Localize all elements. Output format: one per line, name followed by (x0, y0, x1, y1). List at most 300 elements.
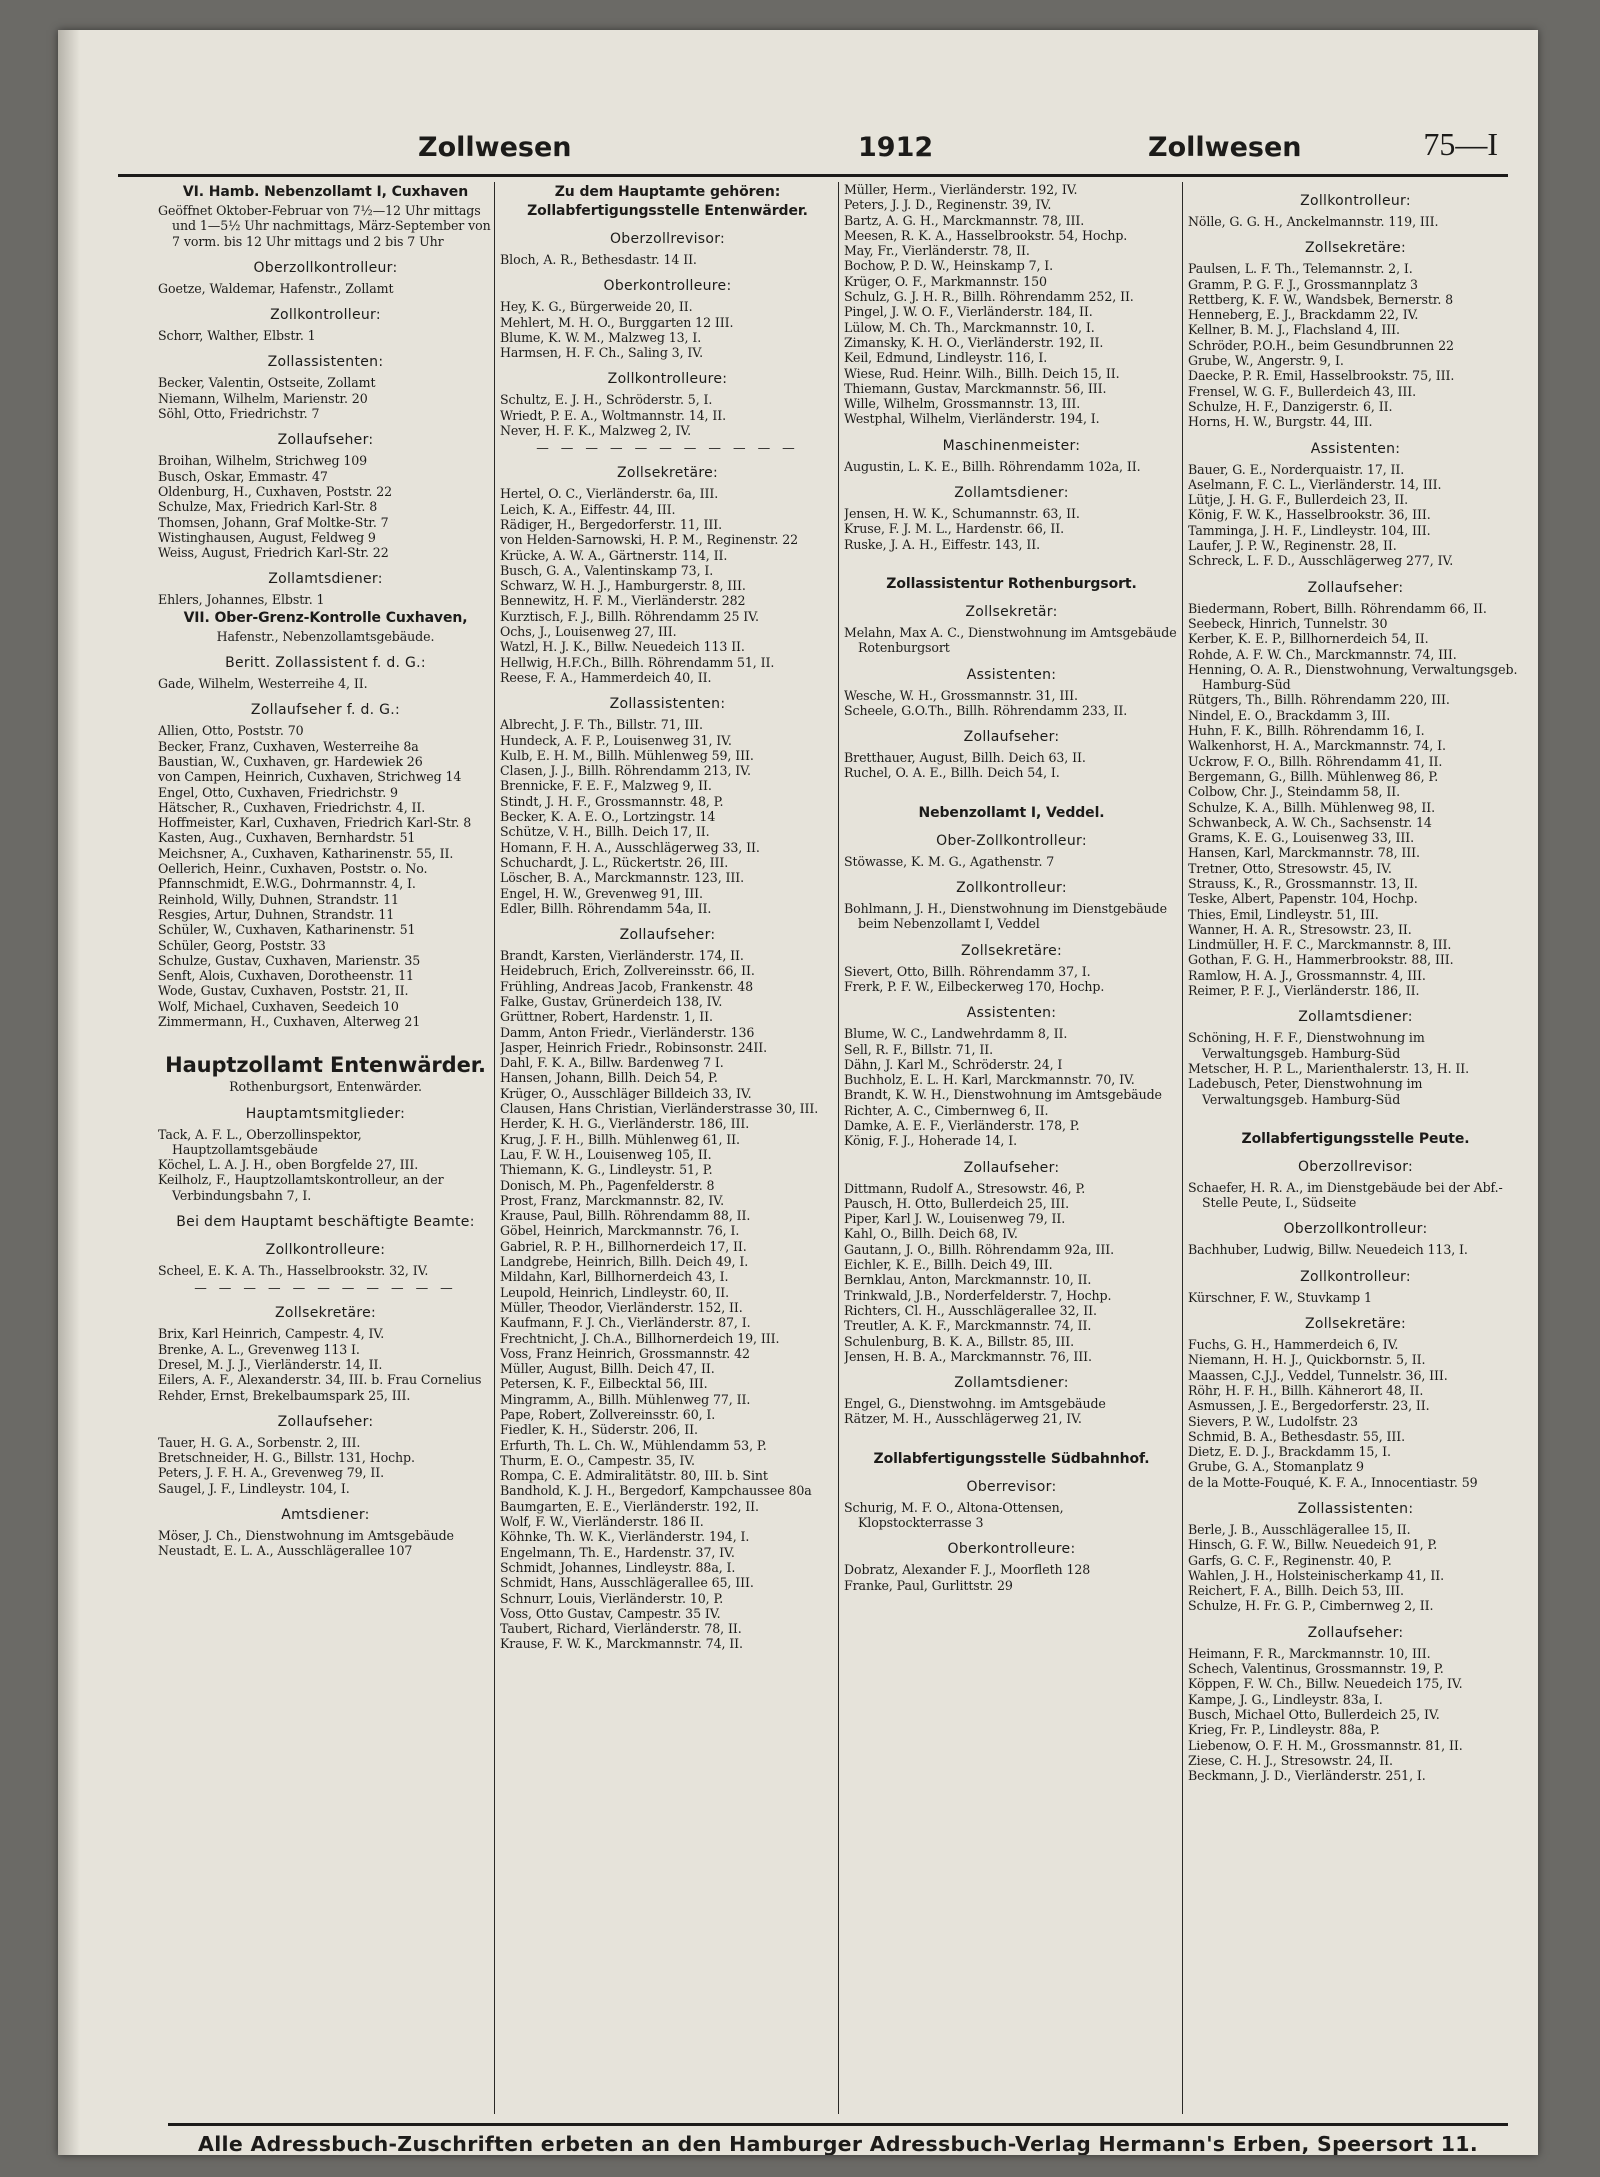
directory-entry: Krause, Paul, Billh. Röhrendamm 88, II. (500, 1208, 751, 1224)
group-heading: Assistenten: (1310, 440, 1401, 457)
group-heading: Oberzollkontrolleur: (253, 259, 398, 276)
directory-entry: Leich, K. A., Eiffestr. 44, III. (500, 501, 676, 517)
directory-entry: Becker, K. A. E. O., Lortzingstr. 14 (500, 809, 716, 825)
directory-entry: Reichert, F. A., Billh. Deich 53, III. (1188, 1583, 1404, 1599)
header-section-left: Zollwesen (418, 132, 572, 163)
directory-entry: Krieg, Fr. P., Lindleystr. 88a, P. (1188, 1722, 1380, 1738)
group-heading: Oberzollkontrolleur: (1283, 1221, 1428, 1238)
directory-entry: Jensen, H. B. A., Marckmannstr. 76, III. (844, 1348, 1092, 1364)
directory-entry: Dietz, E. D. J., Brackdamm 15, I. (1188, 1444, 1391, 1460)
directory-entry: Thiemann, K. G., Lindleystr. 51, P. (500, 1162, 713, 1178)
directory-entry: Engel, Otto, Cuxhaven, Friedrichstr. 9 (158, 784, 398, 800)
directory-entry: Krug, J. F. H., Billh. Mühlenweg 61, II. (500, 1131, 740, 1147)
section-title: VII. Ober-Grenz-Kontrolle Cuxhaven, (183, 609, 468, 626)
column-4 (1188, 182, 1523, 2114)
directory-entry: Falke, Gustav, Grünerdeich 138, IV. (500, 993, 723, 1009)
directory-entry: Schulze, K. A., Billh. Mühlenweg 98, II. (1188, 799, 1435, 815)
directory-entry: Schütze, V. H., Billh. Deich 17, II. (500, 824, 710, 840)
group-heading: Oberzollrevisor: (609, 231, 726, 247)
directory-entry: Brenke, A. L., Grevenweg 113 I. (158, 1341, 360, 1357)
directory-entry: Melahn, Max A. C., Dienstwohnung im Amtsgebäude Rotenburgsort (844, 624, 1177, 656)
directory-entry: Bernklau, Anton, Marckmannstr. 10, II. (844, 1272, 1092, 1288)
directory-entry: Meichsner, A., Cuxhaven, Katharinenstr. 55, II. (158, 845, 454, 861)
group-heading: Zollaufseher f. d. G.: (250, 702, 401, 719)
directory-entry: Damke, A. E. F., Vierländerstr. 178, P. (844, 1117, 1080, 1133)
directory-entry: Schurig, M. F. O., Altona-Ottensen, Klopstockterrasse 3 (844, 1499, 1064, 1531)
directory-entry: Resgies, Artur, Duhnen, Strandstr. 11 (158, 906, 395, 922)
directory-entry: Sell, R. F., Billstr. 71, II. (844, 1041, 994, 1057)
group-heading: Zollassistenten: (609, 696, 726, 713)
directory-entry: Frerk, P. F. W., Eilbeckerweg 170, Hochp. (844, 978, 1105, 994)
directory-entry: Meesen, R. K. A., Hasselbrookstr. 54, Hochp. (844, 227, 1128, 243)
directory-entry: Augustin, L. K. E., Billh. Röhrendamm 102a, II. (844, 458, 1141, 474)
directory-entry: Henning, O. A. R., Dienstwohnung, Verwaltungsgeb. Hamburg-Süd (1188, 661, 1518, 693)
directory-entry: Lau, F. W. H., Louisenweg 105, II. (500, 1146, 712, 1162)
directory-entry: Lülow, M. Ch. Th., Marckmannstr. 10, I. (844, 319, 1095, 335)
directory-entry: Dahl, F. K. A., Billw. Bardenweg 7 I. (500, 1055, 724, 1071)
directory-entry: Wille, Wilhelm, Grossmannstr. 13, III. (844, 396, 1081, 412)
directory-entry: Bauer, G. E., Norderquaistr. 17, II. (1188, 461, 1405, 477)
directory-entry: Weiss, August, Friedrich Karl-Str. 22 (158, 545, 389, 561)
directory-entry: Bergemann, G., Billh. Mühlenweg 86, P. (1188, 768, 1439, 784)
column-1 (158, 182, 493, 2114)
directory-entry: Pfannschmidt, E.W.G., Dohrmannstr. 4, I. (158, 876, 416, 892)
column-divider (1182, 182, 1183, 2114)
directory-entry: Clasen, J. J., Billh. Röhrendamm 213, IV. (500, 763, 751, 779)
group-heading: Zollsekretäre: (960, 942, 1063, 959)
directory-entry: Landgrebe, Heinrich, Billh. Deich 49, I. (500, 1254, 749, 1270)
directory-entry: Kasten, Aug., Cuxhaven, Bernhardstr. 51 (158, 830, 416, 846)
directory-entry: Pausch, H. Otto, Bullerdeich 25, III. (844, 1195, 1070, 1211)
directory-entry: Homann, F. H. A., Ausschlägerweg 33, II. (500, 839, 760, 855)
directory-entry: Gade, Wilhelm, Westerreihe 4, II. (158, 676, 368, 692)
directory-entry: Krüger, O., Ausschläger Billdeich 33, IV. (500, 1085, 752, 1101)
directory-entry: Keil, Edmund, Lindleystr. 116, I. (844, 350, 1048, 366)
directory-entry: Frensel, W. G. F., Bullerdeich 43, III. (1188, 383, 1417, 399)
directory-entry: Schüler, W., Cuxhaven, Katharinenstr. 51 (158, 922, 416, 938)
directory-entry: Zimmermann, H., Cuxhaven, Alterweg 21 (158, 1013, 421, 1029)
directory-entry: Mingramm, A., Billh. Mühlenweg 77, II. (500, 1391, 751, 1407)
directory-entry: Brix, Karl Heinrich, Campestr. 4, IV. (158, 1326, 385, 1342)
directory-entry: Engel, H. W., Grevenweg 91, III. (500, 885, 703, 901)
directory-entry: Zimansky, K. H. O., Vierländerstr. 192, II. (844, 334, 1104, 350)
directory-entry: Bretthauer, August, Billh. Deich 63, II. (844, 750, 1086, 766)
directory-entry: Seebeck, Hinrich, Tunnelstr. 30 (1188, 615, 1388, 631)
directory-entry: Rettberg, K. F. W., Wandsbek, Bernerstr. 8 (1188, 291, 1454, 307)
directory-entry: Schuchardt, J. L., Rückertstr. 26, III. (500, 854, 729, 870)
group-heading: Zollassistenten: (1297, 1501, 1414, 1517)
directory-entry: Walkenhorst, H. A., Marckmannstr. 74, I. (1188, 738, 1446, 754)
directory-entry: Stöwasse, K. M. G., Agathenstr. 7 (844, 853, 1055, 869)
directory-entry: Scheele, G.O.Th., Billh. Röhrendamm 233, II. (844, 702, 1128, 718)
directory-entry: Goetze, Waldemar, Hafenstr., Zollamt (158, 280, 394, 296)
directory-entry: Bochow, P. D. W., Heinskamp 7, I. (844, 258, 1054, 274)
group-heading: Zollassistenten: (267, 354, 384, 371)
directory-entry: Frechtnicht, J. Ch.A., Billhornerdeich 19, III. (500, 1330, 780, 1346)
directory-entry: Müller, Theodor, Vierländerstr. 152, II. (500, 1299, 743, 1315)
directory-entry: Geöffnet Oktober-Februar von 7½—12 Uhr mittags und 1—5½ Uhr nachmittags, März-September von 7 vorm. bis 12 Uhr mittags und 2 bis 7 Uhr (158, 203, 491, 249)
directory-entry: Schwanbeck, A. W. Ch., Sachsenstr. 14 (1188, 814, 1432, 830)
directory-entry: Röhr, H. F. H., Billh. Kähnerort 48, II. (1188, 1382, 1424, 1398)
directory-entry: Reinhold, Willy, Duhnen, Strandstr. 11 (158, 891, 399, 907)
directory-entry: Gabriel, R. P. H., Billhornerdeich 17, II. (500, 1238, 747, 1254)
group-heading: Maschinenmeister: (942, 437, 1081, 454)
directory-entry: Thomsen, Johann, Graf Moltke-Str. 7 (158, 514, 389, 530)
directory-entry: Paulsen, L. F. Th., Telemannstr. 2, I. (1188, 261, 1413, 277)
directory-entry: Scheel, E. K. A. Th., Hasselbrookstr. 32, IV. (158, 1263, 429, 1279)
directory-entry: Rätzer, M. H., Ausschlägerweg 21, IV. (844, 1411, 1082, 1427)
directory-entry: Köppen, F. W. Ch., Billw. Neuedeich 175, IV. (1188, 1676, 1463, 1692)
directory-entry: Becker, Franz, Cuxhaven, Westerreihe 8a (158, 738, 419, 754)
directory-entry: Schreck, L. F. D., Ausschlägerweg 277, IV. (1188, 553, 1454, 569)
group-heading: Zollaufseher: (963, 729, 1060, 746)
directory-entry: Becker, Valentin, Ostseite, Zollamt (158, 375, 376, 391)
group-heading: Zollaufseher: (277, 1413, 374, 1430)
group-heading: Bei dem Hauptamt beschäftigte Beamte: (176, 1214, 475, 1231)
directory-entry: Schulze, Gustav, Cuxhaven, Marienstr. 35 (158, 952, 421, 968)
directory-entry: Harmsen, H. F. Ch., Saling 3, IV. (500, 345, 703, 361)
directory-entry: Trinkwald, J.B., Norderfelderstr. 7, Hochp. (844, 1287, 1112, 1303)
directory-entry: Möser, J. Ch., Dienstwohnung im Amtsgebäude (158, 1528, 454, 1544)
directory-entry: Westphal, Wilhelm, Vierländerstr. 194, I. (844, 411, 1100, 427)
section-title: Hauptzollamt Entenwärder. (165, 1053, 486, 1078)
directory-entry: Müller, Herm., Vierländerstr. 192, IV. (844, 182, 1078, 197)
column-divider (494, 182, 495, 2114)
directory-entry: Schmidt, Hans, Ausschlägerallee 65, III. (500, 1575, 754, 1591)
directory-entry: Laufer, J. P. W., Reginenstr. 28, II. (1188, 538, 1397, 554)
group-heading: Zollaufseher: (1307, 579, 1404, 596)
directory-entry: Wanner, H. A. R., Stresowstr. 23, II. (1188, 921, 1412, 937)
directory-entry: Müller, August, Billh. Deich 47, II. (500, 1361, 715, 1377)
directory-entry: Dähn, J. Karl M., Schröderstr. 24, I (844, 1056, 1063, 1072)
directory-entry: Franke, Paul, Gurlittstr. 29 (844, 1577, 1013, 1593)
directory-entry: Fuchs, G. H., Hammerdeich 6, IV. (1188, 1337, 1399, 1353)
directory-entry: Berle, J. B., Ausschlägerallee 15, II. (1188, 1522, 1411, 1537)
directory-entry: Donisch, M. Ph., Pagenfelderstr. 8 (500, 1177, 715, 1193)
directory-entry: Ziese, C. H. J., Stresowstr. 24, II. (1188, 1752, 1393, 1768)
directory-entry: Damm, Anton Friedr., Vierländerstr. 136 (500, 1024, 755, 1040)
directory-entry: Hellwig, H.F.Ch., Billh. Röhrendamm 51, II. (500, 654, 775, 670)
directory-entry: Ruske, J. A. H., Eiffestr. 143, II. (844, 536, 1040, 552)
page-header (118, 122, 1508, 177)
directory-entry: Lütje, J. H. G. F., Bullerdeich 23, II. (1188, 492, 1409, 508)
directory-entry: Kulb, E. H. M., Billh. Mühlenweg 59, III. (500, 747, 754, 763)
directory-entry: Schech, Valentinus, Grossmannstr. 19, P. (1188, 1661, 1444, 1677)
section-title: Zollabfertigungsstelle Entenwärder. (527, 203, 808, 219)
directory-entry: Grüttner, Robert, Hardenstr. 1, II. (500, 1009, 713, 1025)
directory-entry: Horns, H. W., Burgstr. 44, III. (1188, 414, 1373, 430)
group-heading: Oberkontrolleure: (947, 1541, 1076, 1558)
directory-entry: Schnurr, Louis, Vierländerstr. 10, P. (500, 1590, 724, 1606)
directory-entry: Aselmann, F. C. L., Vierländerstr. 14, III. (1188, 476, 1442, 492)
directory-entry: Albrecht, J. F. Th., Billstr. 71, III. (500, 717, 703, 733)
directory-entry: Hoffmeister, Karl, Cuxhaven, Friedrich Karl-Str. 8 (158, 815, 472, 831)
directory-entry: Schultz, E. J. H., Schröderstr. 5, I. (500, 392, 713, 408)
directory-entry: Clausen, Hans Christian, Vierländerstrasse 30, III. (500, 1101, 819, 1117)
directory-entry: König, F. W. K., Hasselbrookstr. 36, III. (1188, 507, 1431, 523)
group-heading: Hauptamtsmitglieder: (245, 1105, 406, 1122)
group-heading: Zollamtsdiener: (1298, 1009, 1413, 1026)
directory-entry: Rompa, C. E. Admiralitätstr. 80, III. b. Sint (500, 1468, 768, 1484)
group-heading: Zollsekretär: (965, 603, 1058, 620)
note-line: Hafenstr., Nebenzollamtsgebäude. (216, 628, 435, 644)
group-heading: Zollamtsdiener: (954, 1375, 1069, 1392)
directory-entry: Kerber, K. E. P., Billhornerdeich 54, II. (1188, 631, 1429, 647)
directory-entry: Bloch, A. R., Bethesdastr. 14 II. (500, 252, 697, 267)
directory-entry: Herder, K. H. G., Vierländerstr. 186, III. (500, 1116, 750, 1132)
directory-entry: de la Motte-Fouqué, K. F. A., Innocentiastr. 59 (1188, 1474, 1478, 1490)
directory-entry: Hätscher, R., Cuxhaven, Friedrichstr. 4, II. (158, 799, 426, 815)
directory-entry: Bartz, A. G. H., Marckmannstr. 78, III. (844, 212, 1085, 228)
directory-entry: Biedermann, Robert, Billh. Röhrendamm 66, II. (1188, 600, 1487, 616)
section-title: VI. Hamb. Nebenzollamt I, Cuxhaven (182, 184, 469, 200)
directory-entry: Dobratz, Alexander F. J., Moorfleth 128 (844, 1562, 1091, 1578)
directory-entry: Schorr, Walther, Elbstr. 1 (158, 328, 316, 344)
directory-entry: Pape, Robert, Zollvereinsstr. 60, I. (500, 1407, 716, 1422)
directory-entry: Eilers, A. F., Alexanderstr. 34, III. b. Frau Cornelius (158, 1372, 482, 1388)
directory-entry: Piper, Karl J. W., Louisenweg 79, II. (844, 1211, 1066, 1227)
directory-entry: Pingel, J. W. O. F., Vierländerstr. 184, II. (844, 304, 1093, 320)
directory-entry: Niemann, Wilhelm, Marienstr. 20 (158, 390, 368, 406)
directory-entry: Nindel, E. O., Brackdamm 3, III. (1188, 707, 1391, 723)
directory-entry: Göbel, Heinrich, Marckmannstr. 76, I. (500, 1223, 740, 1239)
directory-entry: Wistinghausen, August, Feldweg 9 (158, 529, 376, 545)
directory-entry: Dittmann, Rudolf A., Stresowstr. 46, P. (844, 1180, 1086, 1196)
column-2 (500, 182, 835, 2114)
group-heading: Zollsekretäre: (274, 1305, 377, 1322)
directory-entry: Sievers, P. W., Ludolfstr. 23 (1188, 1413, 1358, 1429)
directory-entry: Rehder, Ernst, Brekelbaumspark 25, III. (158, 1387, 411, 1403)
directory-entry: Mehlert, M. H. O., Burggarten 12 III. (500, 314, 734, 330)
directory-entry: Busch, Oskar, Emmastr. 47 (158, 468, 328, 484)
directory-entry: Gramm, P. G. F. J., Grossmannplatz 3 (1188, 276, 1418, 292)
directory-entry: Bachhuber, Ludwig, Billw. Neuedeich 113, I. (1188, 1242, 1468, 1258)
directory-entry: Baumgarten, E. E., Vierländerstr. 192, II. (500, 1498, 759, 1514)
directory-entry: Löscher, B. A., Marckmannstr. 123, III. (500, 870, 745, 886)
directory-entry: Hey, K. G., Bürgerweide 20, II. (500, 299, 693, 315)
group-heading: Assistenten: (966, 666, 1057, 683)
group-heading: Ober-Zollkontrolleur: (936, 832, 1087, 849)
directory-entry: Wolf, Michael, Cuxhaven, Seedeich 10 (158, 998, 399, 1014)
directory-entry: Peters, J. J. D., Reginenstr. 39, IV. (844, 197, 1052, 213)
directory-entry: Grube, W., Angerstr. 9, I. (1188, 353, 1344, 369)
header-section-right: Zollwesen (1148, 132, 1302, 163)
directory-entry: Schaefer, H. R. A., im Dienstgebäude bei der Abf.-Stelle Peute, I., Südseite (1188, 1179, 1503, 1211)
group-heading: Zollkontrolleur: (1300, 193, 1411, 209)
directory-entry: Heidebruch, Erich, Zollvereinsstr. 66, II. (500, 963, 755, 979)
section-title: Zollassistentur Rothenburgsort. (886, 575, 1137, 592)
directory-entry: Bennewitz, H. F. M., Vierländerstr. 282 (500, 593, 746, 609)
group-heading: Zollaufseher: (1307, 1624, 1404, 1641)
group-heading: Zollsekretäre: (616, 465, 719, 482)
spacer (844, 552, 1179, 574)
directory-entry: Voss, Franz Heinrich, Grossmannstr. 42 (500, 1345, 750, 1361)
directory-entry: Fiedler, K. H., Süderstr. 206, II. (500, 1422, 698, 1438)
directory-entry: Watzl, H. J. K., Billw. Neuedeich 113 II. (500, 639, 745, 655)
directory-entry: Strauss, K., R., Grossmannstr. 13, II. (1188, 875, 1418, 891)
directory-entry: Maassen, C.J.J., Veddel, Tunnelstr. 36, III. (1188, 1367, 1448, 1383)
spacer (1188, 1107, 1523, 1129)
directory-entry: Kampe, J. G., Lindleystr. 83a, I. (1188, 1691, 1383, 1707)
directory-entry: Busch, Michael Otto, Bullerdeich 25, IV. (1188, 1706, 1440, 1722)
directory-entry: Oldenburg, H., Cuxhaven, Poststr. 22 (158, 483, 393, 499)
directory-entry: Rütgers, Th., Billh. Röhrendamm 220, III. (1188, 692, 1450, 708)
note-line: Rothenburgsort, Entenwärder. (229, 1079, 422, 1095)
group-heading: Zollkontrolleure: (265, 1242, 386, 1259)
directory-entry: Erfurth, Th. L. Ch. W., Mühlendamm 53, P. (500, 1437, 767, 1453)
spacer (844, 1427, 1179, 1449)
publisher-footer: Alle Adressbuch-Zuschriften erbeten an den Hamburger Adressbuch-Verlag Hermann's Erben, Speersort 11. (168, 2123, 1508, 2155)
directory-entry: Grube, G. A., Stomanplatz 9 (1188, 1459, 1364, 1475)
directory-entry: Teske, Albert, Papenstr. 104, Hochp. (1188, 891, 1418, 907)
directory-entry: Reimer, P. F. J., Vierländerstr. 186, II. (1188, 983, 1420, 999)
group-heading: Zollkontrolleure: (607, 371, 728, 388)
directory-entry: Prost, Franz, Marckmannstr. 82, IV. (500, 1192, 724, 1208)
directory-entry: Hansen, Johann, Billh. Deich 54, P. (500, 1070, 718, 1086)
directory-entry: Sievert, Otto, Billh. Röhrendamm 37, I. (844, 963, 1091, 979)
directory-entry: Dresel, M. J. J., Vierländerstr. 14, II. (158, 1356, 383, 1372)
directory-entry: Wolf, F. W., Vierländerstr. 186 II. (500, 1514, 704, 1530)
group-heading: Zollkontrolleur: (1300, 1268, 1411, 1285)
directory-entry: Edler, Billh. Röhrendamm 54a, II. (500, 900, 712, 916)
directory-entry: Engelmann, Th. E., Hardenstr. 37, IV. (500, 1544, 735, 1560)
directory-page (58, 30, 1538, 2155)
directory-entry: Köhnke, Th. W. K., Vierländerstr. 194, I. (500, 1529, 750, 1545)
directory-entry: Leupold, Heinrich, Lindleystr. 60, II. (500, 1284, 729, 1300)
group-heading: Zollaufseher: (619, 927, 716, 944)
directory-entry: Jasper, Heinrich Friedr., Robinsonstr. 24II. (500, 1039, 768, 1055)
directory-entry: Lindmüller, H. F. C., Marckmannstr. 8, III. (1188, 937, 1452, 953)
directory-entry: Bohlmann, J. H., Dienstwohnung im Dienstgebäude beim Nebenzollamt I, Veddel (844, 901, 1168, 932)
directory-entry: Hertel, O. C., Vierländerstr. 6a, III. (500, 486, 719, 502)
directory-entry: Ehlers, Johannes, Elbstr. 1 (158, 592, 325, 608)
directory-entry: Heimann, F. R., Marckmannstr. 10, III. (1188, 1645, 1431, 1661)
directory-entry: Krause, F. W. K., Marckmannstr. 74, II. (500, 1636, 743, 1652)
directory-entry: Garfs, G. C. F., Reginenstr. 40, P. (1188, 1552, 1392, 1568)
directory-entry: Liebenow, O. F. H. M., Grossmannstr. 81, II. (1188, 1737, 1463, 1753)
directory-entry: Beckmann, J. D., Vierländerstr. 251, I. (1188, 1768, 1426, 1784)
directory-entry: Engel, G., Dienstwohng. im Amtsgebäude (844, 1396, 1106, 1412)
group-heading: Zollsekretäre: (1304, 1316, 1407, 1333)
directory-entry: Bretschneider, H. G., Billstr. 131, Hochp. (158, 1450, 415, 1466)
directory-entry: Gothan, F. G. H., Hammerbrookstr. 88, III. (1188, 952, 1454, 968)
group-heading: Beritt. Zollassistent f. d. G.: (225, 655, 426, 672)
directory-entry: Tauer, H. G. A., Sorbenstr. 2, III. (158, 1434, 361, 1450)
directory-entry: Never, H. F. K., Malzweg 2, IV. (500, 423, 692, 439)
directory-entry: Kurztisch, F. J., Billh. Röhrendamm 25 IV. (500, 608, 759, 624)
spacer (158, 1029, 493, 1051)
directory-entry: Schmidt, Johannes, Lindleystr. 88a, I. (500, 1559, 736, 1575)
directory-entry: Schulz, G. J. H. R., Billh. Röhrendamm 252, II. (844, 289, 1134, 305)
directory-entry: Treutler, A. K. F., Marckmannstr. 74, II. (844, 1318, 1092, 1334)
spacer (844, 781, 1179, 803)
directory-entry: Wriedt, P. E. A., Woltmannstr. 14, II. (500, 407, 727, 423)
group-heading: Amtsdiener: (281, 1507, 370, 1524)
separator-line: — — — — — — — — — — — (536, 440, 799, 456)
directory-entry: Colbow, Chr. J., Steindamm 58, II. (1188, 784, 1400, 800)
directory-entry: May, Fr., Vierländerstr. 78, II. (844, 243, 1030, 259)
directory-entry: Schulenburg, B. K. A., Billstr. 85, III. (844, 1333, 1074, 1349)
group-heading: Zollkontrolleur: (270, 307, 381, 324)
directory-entry: Peters, J. F. H. A., Grevenweg 79, II. (158, 1465, 385, 1481)
section-title: Zu dem Hauptamte gehören: (554, 184, 781, 200)
directory-entry: Hinsch, G. F. W., Billw. Neuedeich 91, P. (1188, 1537, 1438, 1553)
group-heading: Zollsekretäre: (1304, 240, 1407, 257)
directory-entry: Krüger, O. F., Markmannstr. 150 (844, 273, 1047, 289)
page-number: 75—I (1423, 126, 1498, 162)
directory-entry: Thiemann, Gustav, Marckmannstr. 56, III. (844, 380, 1107, 396)
directory-entry: Eichler, K. E., Billh. Deich 49, III. (844, 1257, 1053, 1273)
directory-entry: Kellner, B. M. J., Flachsland 4, III. (1188, 322, 1400, 338)
directory-entry: Krücke, A. W. A., Gärtnerstr. 114, II. (500, 547, 728, 563)
directory-entry: Schwarz, W. H. J., Hamburgerstr. 8, III. (500, 578, 746, 594)
directory-entry: Schulze, H. Fr. G. P., Cimbernweg 2, II. (1188, 1598, 1434, 1614)
directory-entry: Rädiger, H., Bergedorferstr. 11, III. (500, 516, 722, 532)
directory-entry: Saugel, J. F., Lindleystr. 104, I. (158, 1480, 350, 1496)
section-title: Zollabfertigungsstelle Südbahnhof. (873, 1450, 1150, 1467)
directory-entry: Mildahn, Karl, Billhornerdeich 43, I. (500, 1269, 729, 1285)
separator-line: — — — — — — — — — — — (194, 1280, 457, 1296)
group-heading: Oberrevisor: (966, 1478, 1057, 1495)
directory-entry: Neustadt, E. L. A., Ausschlägerallee 107 (158, 1543, 413, 1559)
column-3 (844, 182, 1179, 2114)
directory-entry: Asmussen, J. E., Bergedorferstr. 23, II. (1188, 1398, 1430, 1414)
directory-entry: Ramlow, H. A. J., Grossmannstr. 4, III. (1188, 967, 1426, 983)
directory-entry: Wode, Gustav, Cuxhaven, Poststr. 21, II. (158, 983, 409, 999)
directory-entry: Frühling, Andreas Jacob, Frankenstr. 48 (500, 978, 754, 994)
directory-entry: Ruchel, O. A. E., Billh. Deich 54, I. (844, 765, 1060, 781)
directory-entry: Voss, Otto Gustav, Campestr. 35 IV. (500, 1605, 721, 1621)
directory-entry: Schröder, P.O.H., beim Gesundbrunnen 22 (1188, 337, 1454, 353)
directory-entry: Henneberg, E. J., Brackdamm 22, IV. (1188, 307, 1419, 323)
section-title: Nebenzollamt I, Veddel. (918, 804, 1105, 821)
directory-entry: Hundeck, A. F. P., Louisenweg 31, IV. (500, 732, 732, 748)
directory-entry: Wahlen, J. H., Holsteinischerkamp 41, II. (1188, 1567, 1445, 1583)
group-heading: Zollkontrolleur: (956, 880, 1067, 897)
directory-entry: Richters, Cl. H., Ausschlägerallee 32, II. (844, 1302, 1097, 1318)
directory-entry: Keilholz, F., Hauptzollamtskontrolleur, an der Verbindungsbahn 7, I. (158, 1172, 444, 1203)
directory-entry: Thurm, E. O., Campestr. 35, IV. (500, 1452, 695, 1468)
directory-entry: Wiese, Rud. Heinr. Wilh., Billh. Deich 15, II. (844, 365, 1120, 381)
directory-entry: Schöning, H. F. F., Dienstwohnung im Verwaltungsgeb. Hamburg-Süd (1188, 1030, 1425, 1061)
directory-entry: Taubert, Richard, Vierländerstr. 78, II. (500, 1621, 742, 1637)
group-heading: Oberzollrevisor: (1297, 1158, 1414, 1175)
directory-entry: Gautann, J. O., Billh. Röhrendamm 92a, III. (844, 1241, 1114, 1257)
directory-entry: von Campen, Heinrich, Cuxhaven, Strichweg 14 (158, 769, 462, 785)
directory-entry: Stindt, J. H. F., Grossmannstr. 48, P. (500, 793, 724, 809)
directory-entry: Bandhold, K. J. H., Bergedorf, Kampchaussee 80a (500, 1483, 812, 1499)
directory-entry: Kürschner, F. W., Stuvkamp 1 (1188, 1289, 1372, 1305)
columns-area (158, 182, 1538, 2114)
directory-entry: König, F. J., Hoherade 14, I. (844, 1133, 1018, 1149)
group-heading: Zollamtsdiener: (268, 571, 383, 588)
column-divider (838, 182, 839, 2114)
directory-entry: Niemann, H. H. J., Quickbornstr. 5, II. (1188, 1352, 1426, 1368)
group-heading: Assistenten: (966, 1005, 1057, 1022)
directory-entry: Nölle, G. G. H., Anckelmannstr. 119, III. (1188, 214, 1439, 229)
directory-entry: Uckrow, F. O., Billh. Röhrendamm 41, II. (1188, 753, 1443, 769)
directory-entry: Thies, Emil, Lindleystr. 51, III. (1188, 906, 1379, 922)
directory-entry: Brennicke, F. E. F., Malzweg 9, II. (500, 778, 712, 794)
directory-entry: Blume, K. W. M., Malzweg 13, I. (500, 329, 702, 345)
directory-entry: von Helden-Sarnowski, H. P. M., Reginenstr. 22 (500, 532, 799, 548)
directory-entry: Tack, A. F. L., Oberzollinspektor, Hauptzollamtsgebäude (158, 1126, 362, 1157)
directory-entry: Schulze, H. F., Danzigerstr. 6, II. (1188, 398, 1393, 414)
group-heading: Oberkontrolleure: (603, 278, 732, 295)
directory-entry: Kaufmann, F. J. Ch., Vierländerstr. 87, I. (500, 1315, 751, 1331)
directory-entry: Brandt, K. W. H., Dienstwohnung im Amtsgebäude (844, 1087, 1162, 1103)
directory-entry: Huhn, F. K., Billh. Röhrendamm 16, I. (1188, 723, 1425, 739)
